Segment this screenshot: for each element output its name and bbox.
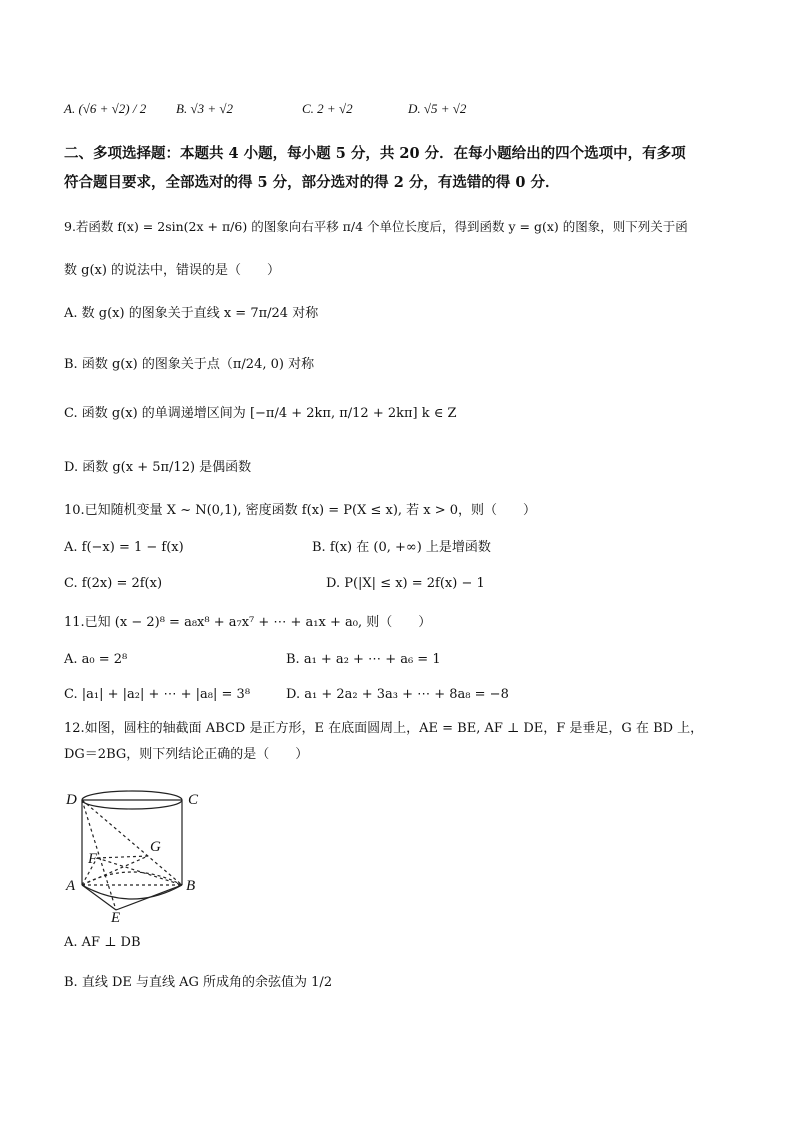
label-c: C xyxy=(188,792,199,808)
section-header-line2: 符合题目要求，全部选对的得 5 分，部分选对的得 2 分，有选错的得 0 分． xyxy=(64,174,560,191)
q12-option-b: B. 直线 DE 与直线 AG 所成角的余弦值为 1/2 xyxy=(64,975,333,990)
q8-option-a: A. (√6 + √2) / 2 xyxy=(64,101,147,116)
q9-option-a: A. 数 g(x) 的图象关于直线 x = 7π/24 对称 xyxy=(64,306,319,321)
q11-option-d: D. a₁ + 2a₂ + 3a₃ + ⋯ + 8a₈ = −8 xyxy=(286,687,509,702)
q10-stem: 10.已知随机变量 X ~ N(0,1), 密度函数 f(x) = P(X ≤ x), 若 x > 0，则（ ） xyxy=(64,503,537,518)
q12-option-a: A. AF ⊥ DB xyxy=(64,935,141,950)
label-g: G xyxy=(150,839,161,855)
section-header-line1: 二、多项选择题：本题共 4 小题，每小题 5 分，共 20 分．在每小题给出的四个选项中，有多项 xyxy=(64,145,686,162)
q8-option-d: D. √5 + √2 xyxy=(408,101,467,116)
q8-option-c: C. 2 + √2 xyxy=(302,101,353,116)
q10-option-c: C. f(2x) = 2f(x) xyxy=(64,576,163,591)
segment-be xyxy=(116,885,182,910)
q9-option-b: B. 函数 g(x) 的图象关于点（π/24, 0) 对称 xyxy=(64,357,315,372)
bottom-back-arc xyxy=(82,872,182,885)
q9-stem-line2: 数 g(x) 的说法中，错误的是（ ） xyxy=(64,263,281,278)
q10-option-a: A. f(−x) = 1 − f(x) xyxy=(64,540,184,555)
cylinder-figure xyxy=(62,783,202,923)
q9-stem-line1: 9.若函数 f(x) = 2sin(2x + π/6) 的图象向右平移 π/4 个单位长度后，得到函数 y = g(x) 的图象，则下列关于函 xyxy=(64,219,688,234)
q9-option-c: C. 函数 g(x) 的单调递增区间为 [−π/4 + 2kπ, π/12 + 2kπ] k ∈ Z xyxy=(64,406,457,421)
segment-db xyxy=(82,800,182,885)
q11-option-c: C. |a₁| + |a₂| + ⋯ + |a₈| = 3⁸ xyxy=(64,687,251,702)
q8-option-b: B. √3 + √2 xyxy=(176,101,233,116)
q9-option-d: D. 函数 g(x + 5π/12) 是偶函数 xyxy=(64,460,252,475)
q10-option-d: D. P(|X| ≤ x) = 2f(x) − 1 xyxy=(326,576,485,591)
label-e: E xyxy=(111,910,121,923)
segment-fb xyxy=(97,858,182,885)
label-f: F xyxy=(88,851,98,867)
q10-option-b: B. f(x) 在 (0, +∞) 上是增函数 xyxy=(312,540,491,555)
segment-fg xyxy=(97,856,148,858)
label-a: A xyxy=(66,878,76,894)
bottom-front-arc xyxy=(82,885,182,899)
q11-option-a: A. a₀ = 2⁸ xyxy=(64,652,128,667)
label-b: B xyxy=(186,878,196,894)
q11-stem: 11.已知 (x − 2)⁸ = a₈x⁸ + a₇x⁷ + ⋯ + a₁x + a₀, 则（ ） xyxy=(64,615,432,630)
q12-stem-line1: 12.如图，圆柱的轴截面 ABCD 是正方形，E 在底面圆周上，AE = BE, AF ⊥ DE，F 是垂足，G 在 BD 上， xyxy=(64,721,704,736)
q12-stem-line2: DG＝2BG，则下列结论正确的是（ ） xyxy=(64,747,309,762)
segment-ae xyxy=(82,885,116,910)
q11-option-b: B. a₁ + a₂ + ⋯ + a₆ = 1 xyxy=(286,652,441,667)
label-d: D xyxy=(66,792,77,808)
